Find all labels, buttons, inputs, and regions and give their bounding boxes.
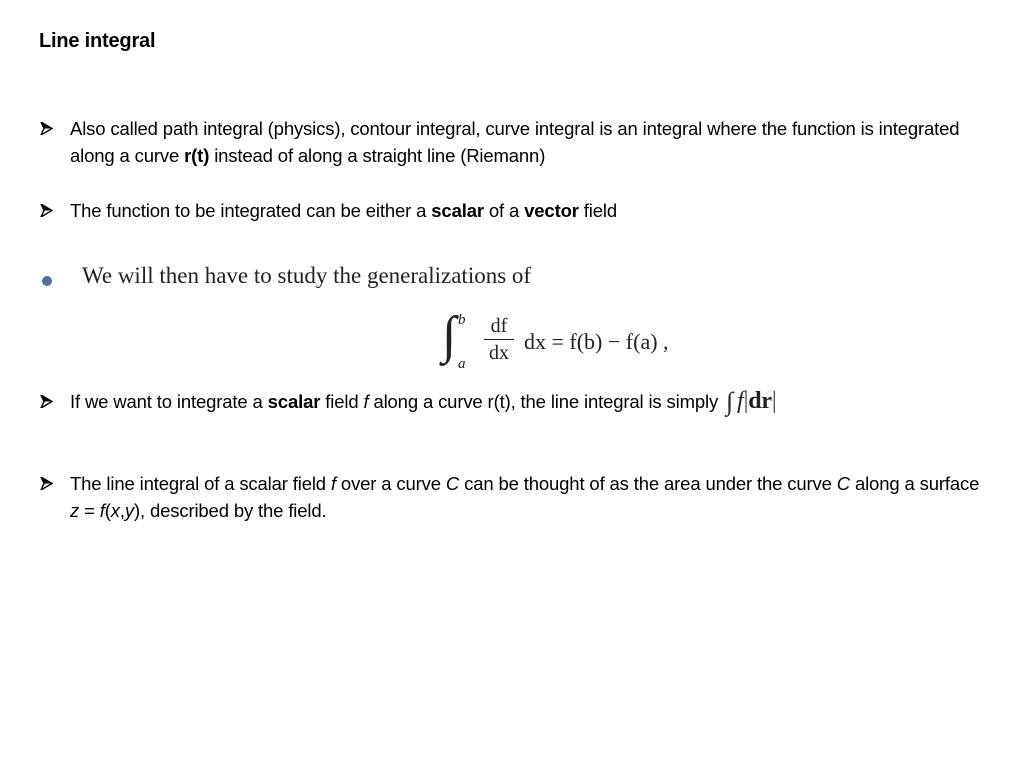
bullet-item-area-interpretation xyxy=(40,470,990,524)
text-run: instead of along a straight line (Riemann) xyxy=(209,145,546,166)
italic-z: z xyxy=(70,500,80,521)
text-run: can be thought of as the area under the curve xyxy=(459,473,837,494)
bullet-text xyxy=(70,388,990,415)
bold-term-scalar: scalar xyxy=(431,200,484,221)
text-run: over a curve xyxy=(335,473,446,494)
bullet-item-field-type xyxy=(40,197,990,224)
italic-c: C xyxy=(445,473,460,494)
dot-bullet-text: We will then have to study the generalizations of xyxy=(82,263,532,288)
text-run: field xyxy=(578,200,617,221)
fraction-denominator: dx xyxy=(489,342,509,364)
dot-bullet-item xyxy=(42,263,642,297)
dot-bullet-icon xyxy=(42,276,52,286)
text-run: field xyxy=(320,391,364,412)
text-run: ), described by the field. xyxy=(133,500,327,521)
formula-f: f xyxy=(737,388,744,414)
italic-f: f xyxy=(330,473,336,494)
text-run: Also called path integral (physics), contour integral, curve integral is an integral where the function is integrated along a curve xyxy=(70,118,960,166)
italic-f: f xyxy=(363,391,369,412)
text-run: The function to be integrated can be either a xyxy=(70,200,432,221)
text-run: along a surface xyxy=(849,473,980,494)
text-run: = xyxy=(79,500,100,521)
bullet-item-definition xyxy=(40,115,990,169)
bullet-text xyxy=(70,197,990,224)
bullet-text xyxy=(70,470,990,524)
slide-title: Line integral xyxy=(39,30,156,52)
fraction-numerator: df xyxy=(490,315,508,337)
abs-bar-left: | xyxy=(743,388,749,414)
formula-dr: dr xyxy=(748,388,772,414)
arrow-bullet-icon xyxy=(40,197,56,224)
italic-c: C xyxy=(836,473,850,494)
arrow-bullet-icon xyxy=(40,388,56,415)
arrow-bullet-icon xyxy=(40,115,56,142)
abs-bar-right: | xyxy=(771,388,777,414)
text-run: If we want to integrate a xyxy=(70,391,268,412)
text-run: The line integral of a scalar field xyxy=(70,473,331,494)
formula-rest: dx = f(b) − f(a) , xyxy=(524,329,669,354)
bold-term-rt: r(t) xyxy=(184,145,210,166)
fundamental-theorem-formula xyxy=(440,307,740,376)
bullet-text xyxy=(70,115,990,169)
bullet-item-scalar-integral xyxy=(40,388,990,415)
integral-sign: ∫ xyxy=(726,387,734,416)
text-run: along a curve r(t), the line integral is simply xyxy=(368,391,719,412)
integral-lower-limit: a xyxy=(458,356,466,372)
bold-term-vector: vector xyxy=(524,200,579,221)
arrow-bullet-icon xyxy=(40,470,56,497)
integral-upper-limit: b xyxy=(458,312,466,328)
line-integral-formula xyxy=(726,388,777,414)
italic-f: f xyxy=(99,500,105,521)
derivative-fraction xyxy=(482,314,516,365)
bold-term-scalar: scalar xyxy=(267,391,321,412)
fraction-bar xyxy=(484,339,514,340)
text-run: , xyxy=(119,500,125,521)
text-run: ( xyxy=(104,500,111,521)
text-run: of a xyxy=(483,200,525,221)
italic-y: y xyxy=(124,500,134,521)
integral-sign: ∫ xyxy=(442,307,457,364)
italic-x: x xyxy=(110,500,120,521)
